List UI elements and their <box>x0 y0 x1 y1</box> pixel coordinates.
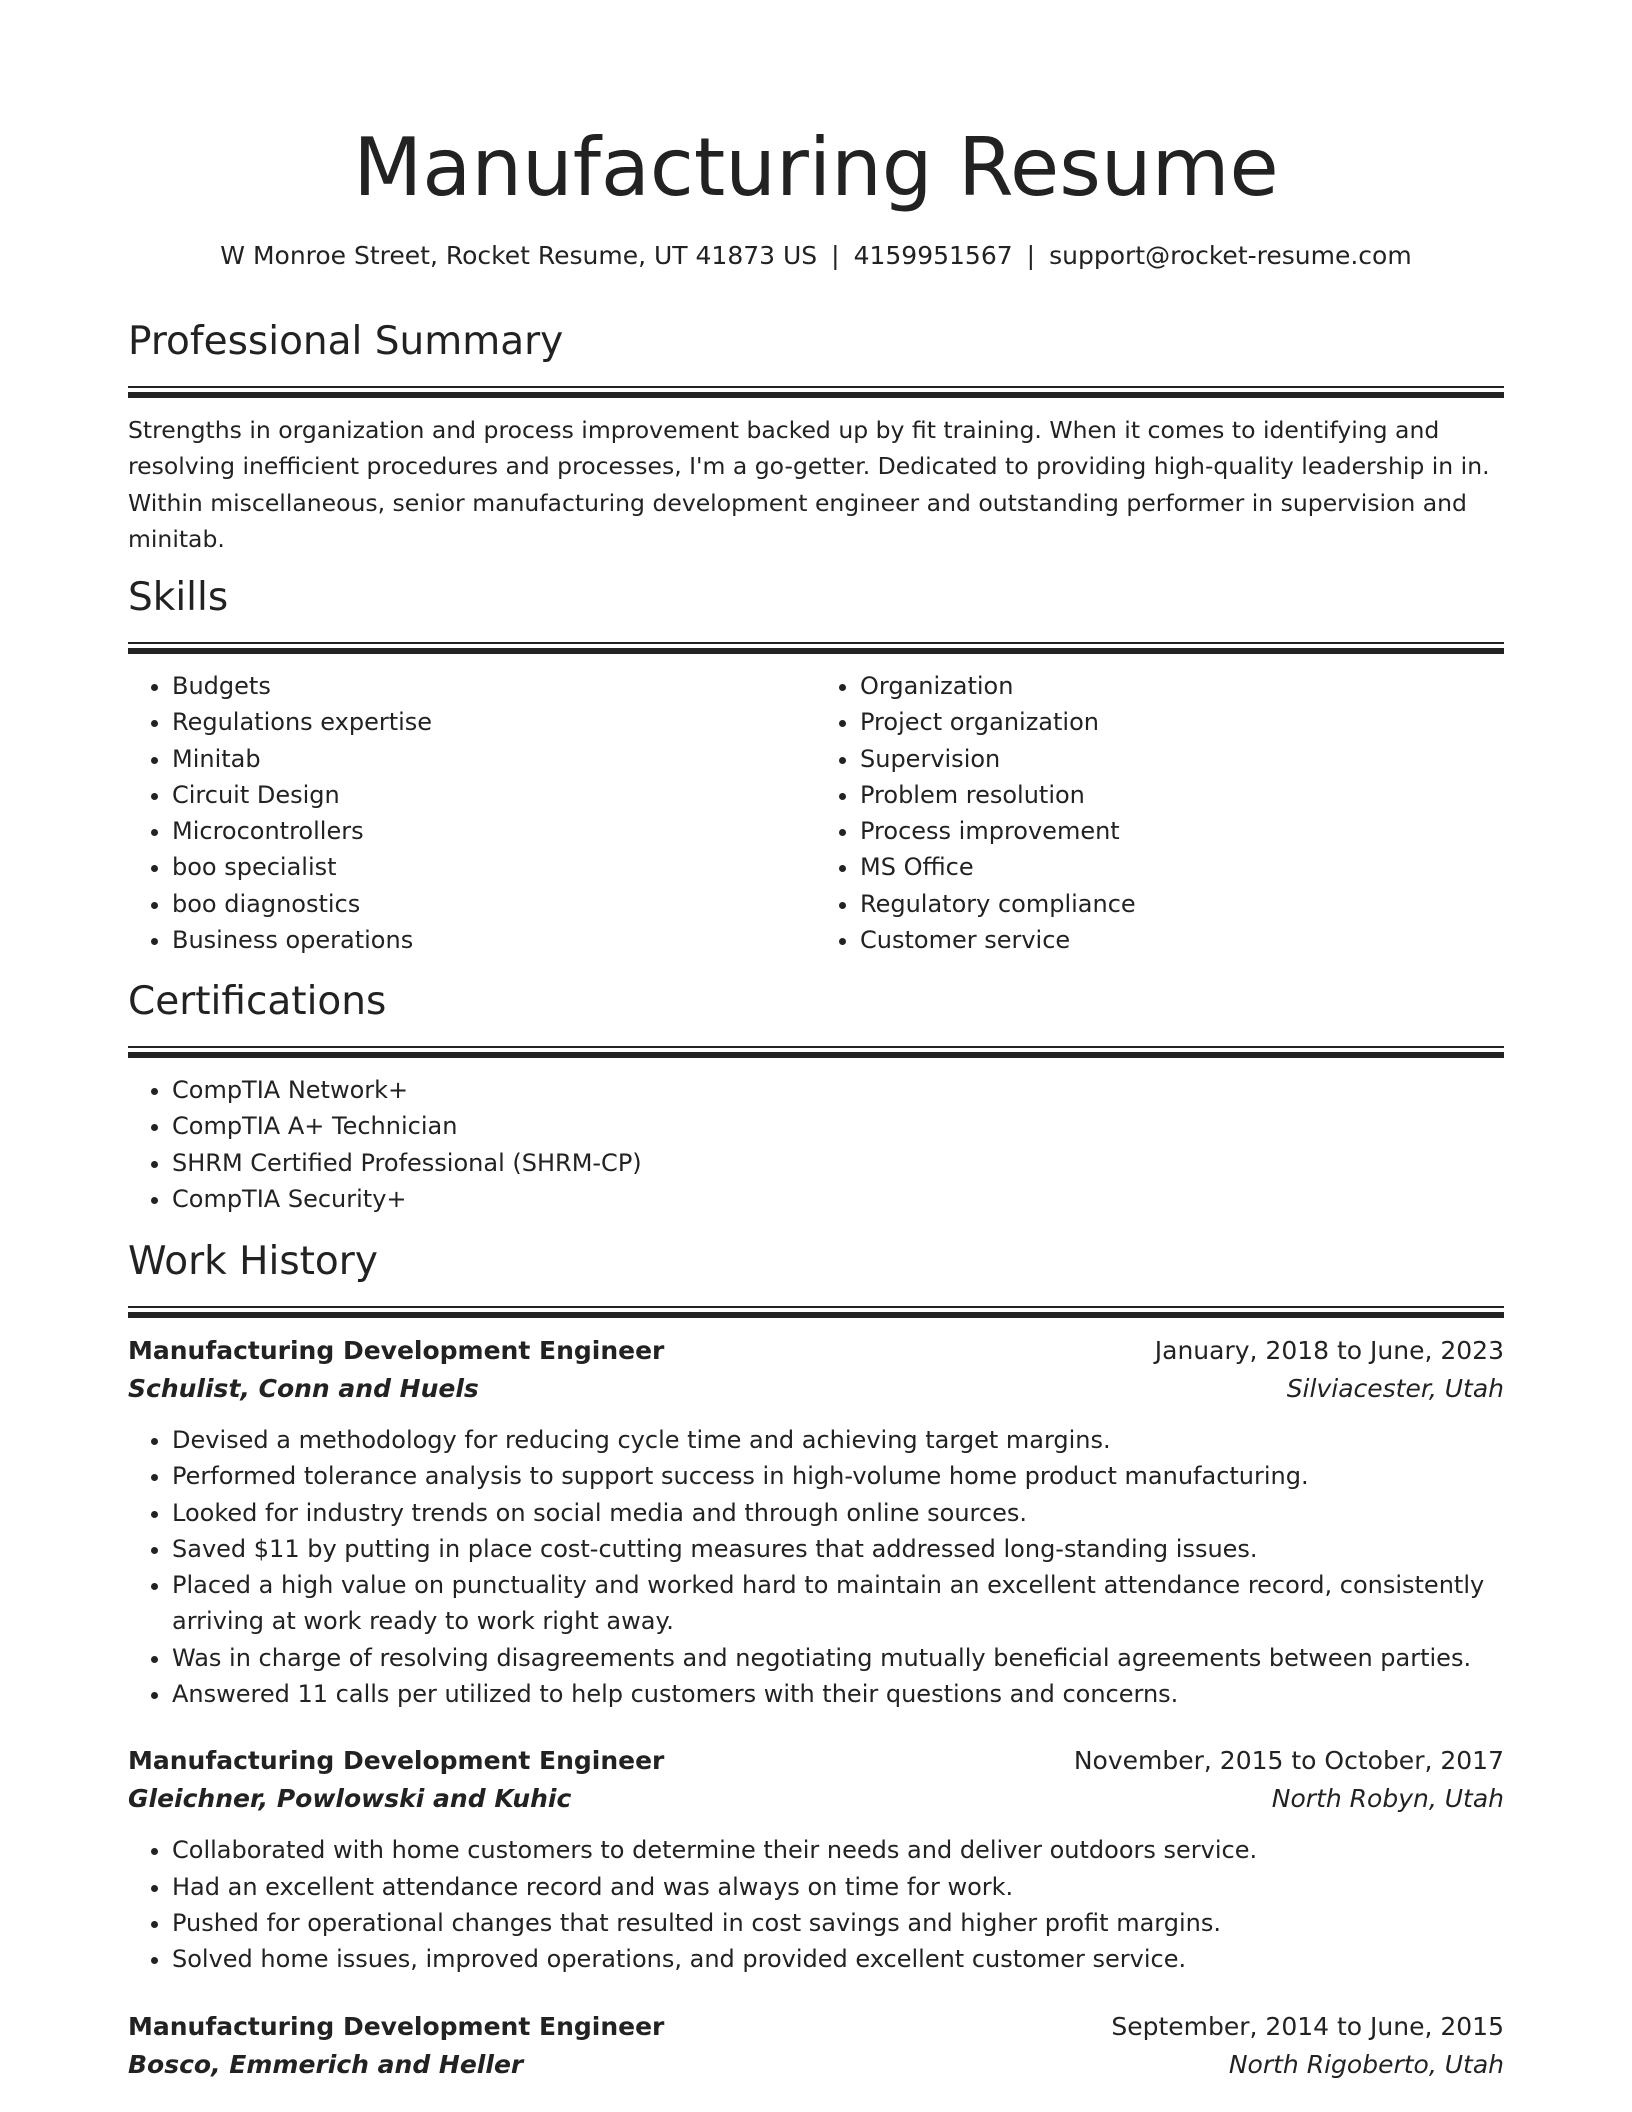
certification-item: • SHRM Certified Professional (SHRM-CP) <box>172 1145 1504 1181</box>
certification-item: • CompTIA Network+ <box>172 1072 1504 1108</box>
contact-line <box>0 238 1632 274</box>
skill-item: • Budgets <box>172 668 816 704</box>
skill-item: • Minitab <box>172 741 816 777</box>
skill-item: • Project organization <box>860 704 1504 740</box>
job-bullet: • Solved home issues, improved operations, and provided excellent customer service. <box>172 1941 1504 1977</box>
skill-item: • Regulations expertise <box>172 704 816 740</box>
job-title: Manufacturing Development Engineer <box>128 1746 665 1776</box>
section-divider <box>128 1306 1504 1318</box>
job-bullet: • Saved $11 by putting in place cost-cutting measures that addressed long-standing issues. <box>172 1531 1504 1567</box>
job-bullet: • Collaborated with home customers to determine their needs and deliver outdoors service. <box>172 1832 1504 1868</box>
skill-item: • Organization <box>860 668 1504 704</box>
job-company: Schulist, Conn and Huels <box>128 1374 479 1403</box>
summary-text: Strengths in organization and process improvement backed up by fit training. When it comes to identifying and resolving inefficient procedures and processes, I'm a go-getter. Dedicated to providing high-quality leadership in in. Within miscellaneous, senior manufacturing development engineer and outstanding performer in supervision and minitab. <box>128 416 1490 553</box>
job-location: North Rigoberto, Utah <box>1228 2049 1504 2079</box>
job-location: Silviacester, Utah <box>1286 1374 1504 1403</box>
job-dates: September, 2014 to June, 2015 <box>1111 2011 1504 2041</box>
contact-email[interactable]: support@rocket-resume.com <box>1049 241 1412 270</box>
skill-item: • boo diagnostics <box>172 886 816 922</box>
job-title: Manufacturing Development Engineer <box>128 1336 665 1365</box>
job-bullets <box>128 1832 1504 1977</box>
job-dates: November, 2015 to October, 2017 <box>1073 1746 1504 1776</box>
contact-separator: | <box>831 241 840 270</box>
certifications-list <box>128 1072 1504 1217</box>
section-title-work-history: Work History <box>128 1239 378 1284</box>
job-entry <box>128 1332 1504 1712</box>
section-title-skills: Skills <box>128 575 229 620</box>
contact-address: W Monroe Street, Rocket Resume, UT 41873 US <box>220 241 818 270</box>
skill-item: • Microcontrollers <box>172 813 816 849</box>
job-bullet: • Answered 11 calls per utilized to help customers with their questions and concerns. <box>172 1676 1504 1712</box>
skills-list-right <box>816 668 1504 958</box>
job-bullet: • Looked for industry trends on social media and through online sources. <box>172 1495 1504 1531</box>
skills-columns <box>128 668 1504 958</box>
job-bullet: • Placed a high value on punctuality and worked hard to maintain an excellent attendance record, consistently arriving at work ready to work right away. <box>172 1567 1504 1640</box>
job-bullet: • Had an excellent attendance record and was always on time for work. <box>172 1869 1504 1905</box>
job-title: Manufacturing Development Engineer <box>128 2011 665 2041</box>
summary-section <box>128 316 1504 557</box>
job-company: Bosco, Emmerich and Heller <box>128 2049 524 2079</box>
job-dates: January, 2018 to June, 2023 <box>1154 1336 1504 1365</box>
job-bullet: • Devised a methodology for reducing cycle time and achieving target margins. <box>172 1422 1504 1458</box>
skill-item: • Customer service <box>860 922 1504 958</box>
job-bullet: • Performed tolerance analysis to support success in high-volume home product manufacturing. <box>172 1458 1504 1494</box>
job-bullets <box>128 1422 1504 1712</box>
job-entry <box>128 1742 1504 1977</box>
skill-item: • Problem resolution <box>860 777 1504 813</box>
skill-item: • MS Office <box>860 849 1504 885</box>
job-company: Gleichner, Powlowski and Kuhic <box>128 1784 572 1814</box>
work-history-section <box>128 1236 1504 2084</box>
job-bullet: • Was in charge of resolving disagreements and negotiating mutually beneficial agreements between parties. <box>172 1640 1504 1676</box>
resume-name: Manufacturing Resume <box>353 121 1279 214</box>
contact-separator: | <box>1026 241 1036 270</box>
certification-item: • CompTIA Security+ <box>172 1181 1504 1217</box>
skill-item: • Business operations <box>172 922 816 958</box>
certification-item: • CompTIA A+ Technician <box>172 1108 1504 1144</box>
section-divider <box>128 386 1504 398</box>
section-title-summary: Professional Summary <box>128 319 564 364</box>
skill-item: • Circuit Design <box>172 777 816 813</box>
job-bullet: • Pushed for operational changes that resulted in cost savings and higher profit margins. <box>172 1905 1504 1941</box>
certifications-section <box>128 976 1504 1217</box>
skill-item: • Regulatory compliance <box>860 886 1504 922</box>
skills-section <box>128 572 1504 958</box>
section-divider <box>128 1046 1504 1058</box>
skill-item: • boo specialist <box>172 849 816 885</box>
skills-list-left <box>128 668 816 958</box>
section-divider <box>128 642 1504 654</box>
job-location: North Robyn, Utah <box>1271 1784 1504 1814</box>
section-title-certifications: Certifications <box>128 979 387 1024</box>
skill-item: • Process improvement <box>860 813 1504 849</box>
contact-phone[interactable]: 4159951567 <box>853 241 1013 270</box>
job-entry <box>128 2008 1504 2084</box>
skill-item: • Supervision <box>860 741 1504 777</box>
